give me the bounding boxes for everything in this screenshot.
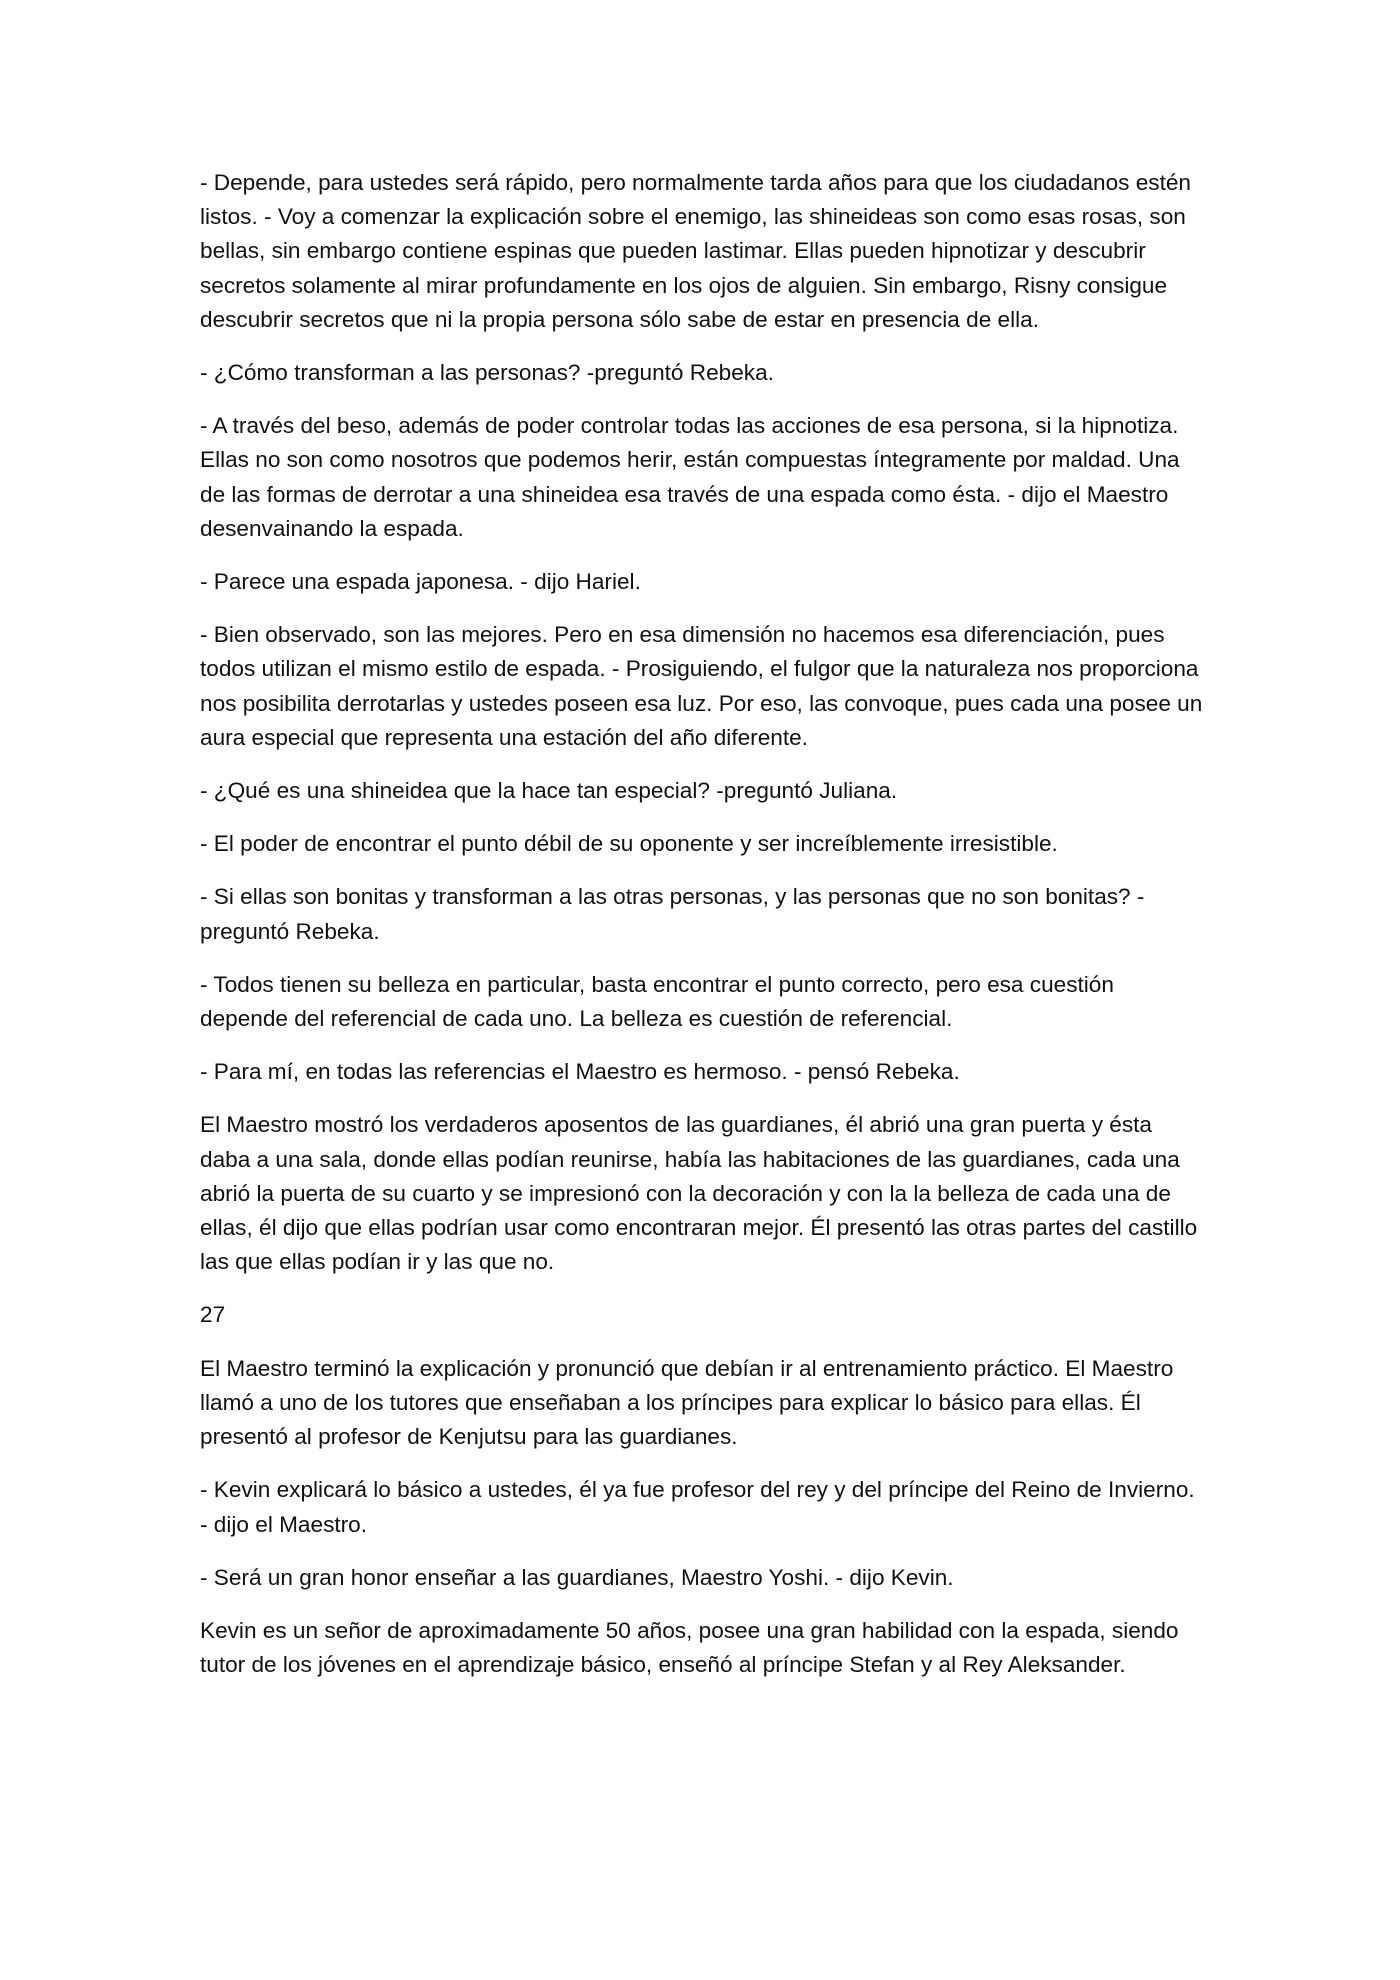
paragraph: - Parece una espada japonesa. - dijo Hariel. bbox=[200, 569, 641, 595]
paragraph: - Será un gran honor enseñar a las guardianes, Maestro Yoshi. - dijo Kevin. bbox=[200, 1564, 954, 1590]
paragraph: - Kevin explicará lo básico a ustedes, él ya fue profesor del rey y del príncipe del Reino de Invierno. - dijo el Maestro. bbox=[200, 1477, 1195, 1537]
paragraph: - El poder de encontrar el punto débil de su oponente y ser increíblemente irresistible. bbox=[200, 831, 1058, 857]
paragraph: - Bien observado, son las mejores. Pero en esa dimensión no hacemos esa diferenciación, pues todos utilizan el mismo estilo de espada. - Prosiguiendo, el fulgor que la naturaleza nos proporciona nos posibilita derrotarlas y ustedes poseen esa luz. Por eso, las convoque, pues cada una posee un aura especial que representa una estación del año diferente. bbox=[200, 622, 1203, 750]
document-body bbox=[200, 166, 1206, 1701]
paragraph: - ¿Cómo transforman a las personas? -preguntó Rebeka. bbox=[200, 360, 774, 386]
paragraph: - Si ellas son bonitas y transforman a las otras personas, y las personas que no son bonitas? - preguntó Rebeka. bbox=[200, 884, 1145, 944]
paragraph: El Maestro terminó la explicación y pronunció que debían ir al entrenamiento práctico. El Maestro llamó a uno de los tutores que enseñaban a los príncipes para explicar lo básico para ellas. Él presentó al profesor de Kenjutsu para las guardianes. bbox=[200, 1355, 1174, 1450]
page-number: 27 bbox=[200, 1302, 226, 1328]
paragraph: - ¿Qué es una shineidea que la hace tan especial? -preguntó Juliana. bbox=[200, 778, 898, 804]
paragraph: - Todos tienen su belleza en particular, basta encontrar el punto correcto, pero esa cuestión depende del referencial de cada uno. La belleza es cuestión de referencial. bbox=[200, 971, 1114, 1032]
paragraph: Kevin es un señor de aproximadamente 50 años, posee una gran habilidad con la espada, siendo tutor de los jóvenes en el aprendizaje básico, enseñó al príncipe Stefan y al Rey Aleksander. bbox=[200, 1617, 1179, 1678]
paragraph: - Para mí, en todas las referencias el Maestro es hermoso. - pensó Rebeka. bbox=[200, 1059, 960, 1085]
paragraph: El Maestro mostró los verdaderos aposentos de las guardianes, él abrió una gran puerta y ésta daba a una sala, donde ellas podían reunirse, había las habitaciones de las guardianes, cada una abrió la puerta de su cuarto y se impresionó con la decoración y con la la belleza de cada una de ellas, él dijo que ellas podrían usar como encontraran mejor. Él presentó las otras partes del castillo las que ellas podían ir y las que no. bbox=[200, 1112, 1198, 1275]
paragraph: - Depende, para ustedes será rápido, pero normalmente tarda años para que los ciudadanos estén listos. - Voy a comenzar la explicación sobre el enemigo, las shineideas son como esas rosas, son bellas, sin embargo contiene espinas que pueden lastimar. Ellas pueden hipnotizar y descubrir secretos solamente al mirar profundamente en los ojos de alguien. Sin embargo, Risny consigue descubrir secretos que ni la propia persona sólo sabe de estar en presencia de ella. bbox=[200, 170, 1191, 332]
paragraph: - A través del beso, además de poder controlar todas las acciones de esa persona, si la hipnotiza. Ellas no son como nosotros que podemos herir, están compuestas íntegramente por maldad. Una de las formas de derrotar a una shineidea esa través de una espada como ésta. - dijo el Maestro desenvainando la espada. bbox=[200, 413, 1180, 541]
